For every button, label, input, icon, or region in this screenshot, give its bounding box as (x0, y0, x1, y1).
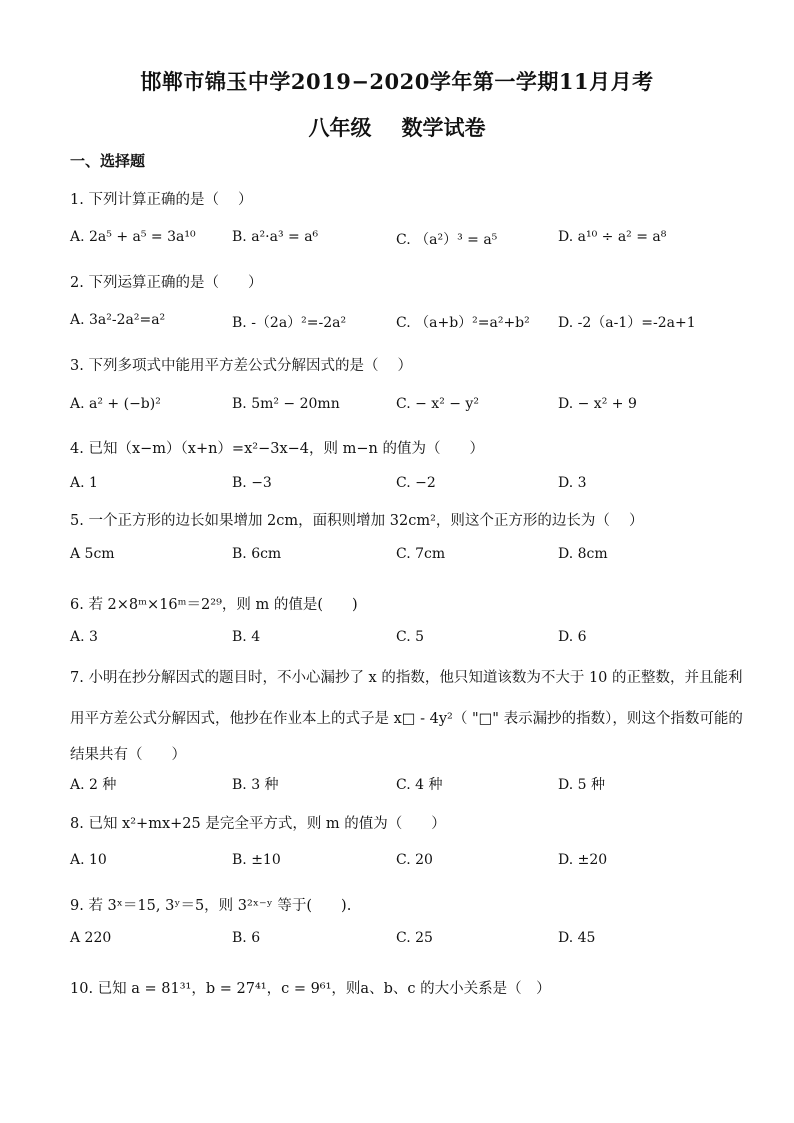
question-7-line-1: 7. 小明在抄分解因式的题目时，不小心漏抄了 x 的指数，他只知道该数为不大于 10 的正整数，并且能利 (70, 670, 743, 686)
option-c: C. 4 种 (396, 777, 443, 793)
option-c: C. （a²）³ = a⁵ (396, 232, 498, 248)
question-1-options (70, 229, 750, 251)
option-c: C. （a+b）²=a²+b² (396, 315, 530, 331)
option-c: C. − x² − y² (396, 396, 479, 412)
option-a: A 5cm (70, 546, 115, 562)
question-4-stem: 4. 已知（x−m）（x+n）=x²−3x−4，则 m−n 的值为（ ） (70, 441, 484, 457)
question-8-stem: 8. 已知 x²+mx+25 是完全平方式，则 m 的值为（ ） (70, 816, 446, 832)
option-a: A. 2a⁵ + a⁵ = 3a¹⁰ (70, 229, 196, 245)
question-2-options (70, 312, 750, 334)
option-b: B. −3 (232, 475, 272, 491)
option-d: D. ±20 (558, 852, 608, 868)
option-b: B. 4 (232, 629, 261, 645)
question-6-stem: 6. 若 2×8ᵐ×16ᵐ＝2²⁹，则 m 的值是( ) (70, 597, 358, 613)
section-title: 一、选择题 (70, 152, 146, 170)
option-b: B. ±10 (232, 852, 281, 868)
question-5-options (70, 546, 750, 568)
option-c: C. 7cm (396, 546, 446, 562)
option-a: A. 10 (70, 852, 107, 868)
exam-title: 邯郸市锦玉中学2019−2020学年第一学期11月月考 (140, 69, 654, 94)
exam-subtitle (0, 112, 794, 142)
option-c: C. 5 (396, 629, 425, 645)
option-c: C. 20 (396, 852, 433, 868)
option-b: B. a²·a³ = a⁶ (232, 229, 319, 245)
question-2-stem: 2. 下列运算正确的是（ ） (70, 275, 263, 291)
question-7-line-3: 结果共有（ ） (70, 747, 186, 763)
question-4-options (70, 475, 750, 497)
question-5-stem: 5. 一个正方形的边长如果增加 2cm，面积则增加 32cm²，则这个正方形的边长为（ ） (70, 513, 644, 529)
option-c: C. −2 (396, 475, 436, 491)
option-b: B. 3 种 (232, 777, 279, 793)
option-a: A. a² + (−b)² (70, 396, 161, 412)
question-6-options (70, 629, 750, 651)
question-3-stem: 3. 下列多项式中能用平方差公式分解因式的是（ ） (70, 358, 413, 374)
option-d: D. 45 (558, 930, 596, 946)
option-a: A. 2 种 (70, 777, 117, 793)
option-c: C. 25 (396, 930, 433, 946)
option-a: A. 3a²-2a²=a² (70, 312, 166, 328)
option-b: B. 6 (232, 930, 261, 946)
option-b: B. 6cm (232, 546, 282, 562)
option-d: D. 5 种 (558, 777, 605, 793)
option-b: B. 5m² − 20mn (232, 396, 340, 412)
option-a: A. 3 (70, 629, 98, 645)
question-7-options (70, 774, 750, 796)
option-d: D. a¹⁰ ÷ a² = a⁸ (558, 229, 667, 245)
question-3-options (70, 396, 750, 418)
option-a: A. 1 (70, 475, 98, 491)
option-d: D. 3 (558, 475, 587, 491)
question-1-stem: 1. 下列计算正确的是（ ） (70, 192, 253, 208)
option-d: D. 8cm (558, 546, 608, 562)
option-d: D. -2（a-1）=-2a+1 (558, 315, 696, 331)
subject-label: 数学试卷 (401, 115, 486, 140)
question-10-stem: 10. 已知 a = 81³¹，b = 27⁴¹，c = 9⁶¹，则a、b、c 的大小关系是（ ） (70, 981, 551, 997)
option-d: D. 6 (558, 629, 587, 645)
question-9-stem: 9. 若 3ˣ＝15, 3ʸ＝5，则 3²ˣ⁻ʸ 等于( ). (70, 898, 352, 914)
question-8-options (70, 852, 750, 874)
question-7-line-2: 用平方差公式分解因式，他抄在作业本上的式子是 x□ - 4y²（ "□" 表示漏抄的指数），则这个指数可能的 (70, 711, 743, 727)
question-9-options (70, 930, 750, 952)
grade-label: 八年级 (308, 115, 372, 140)
option-b: B. -（2a）²=-2a² (232, 315, 347, 331)
option-d: D. − x² + 9 (558, 396, 637, 412)
option-a: A 220 (70, 930, 112, 946)
